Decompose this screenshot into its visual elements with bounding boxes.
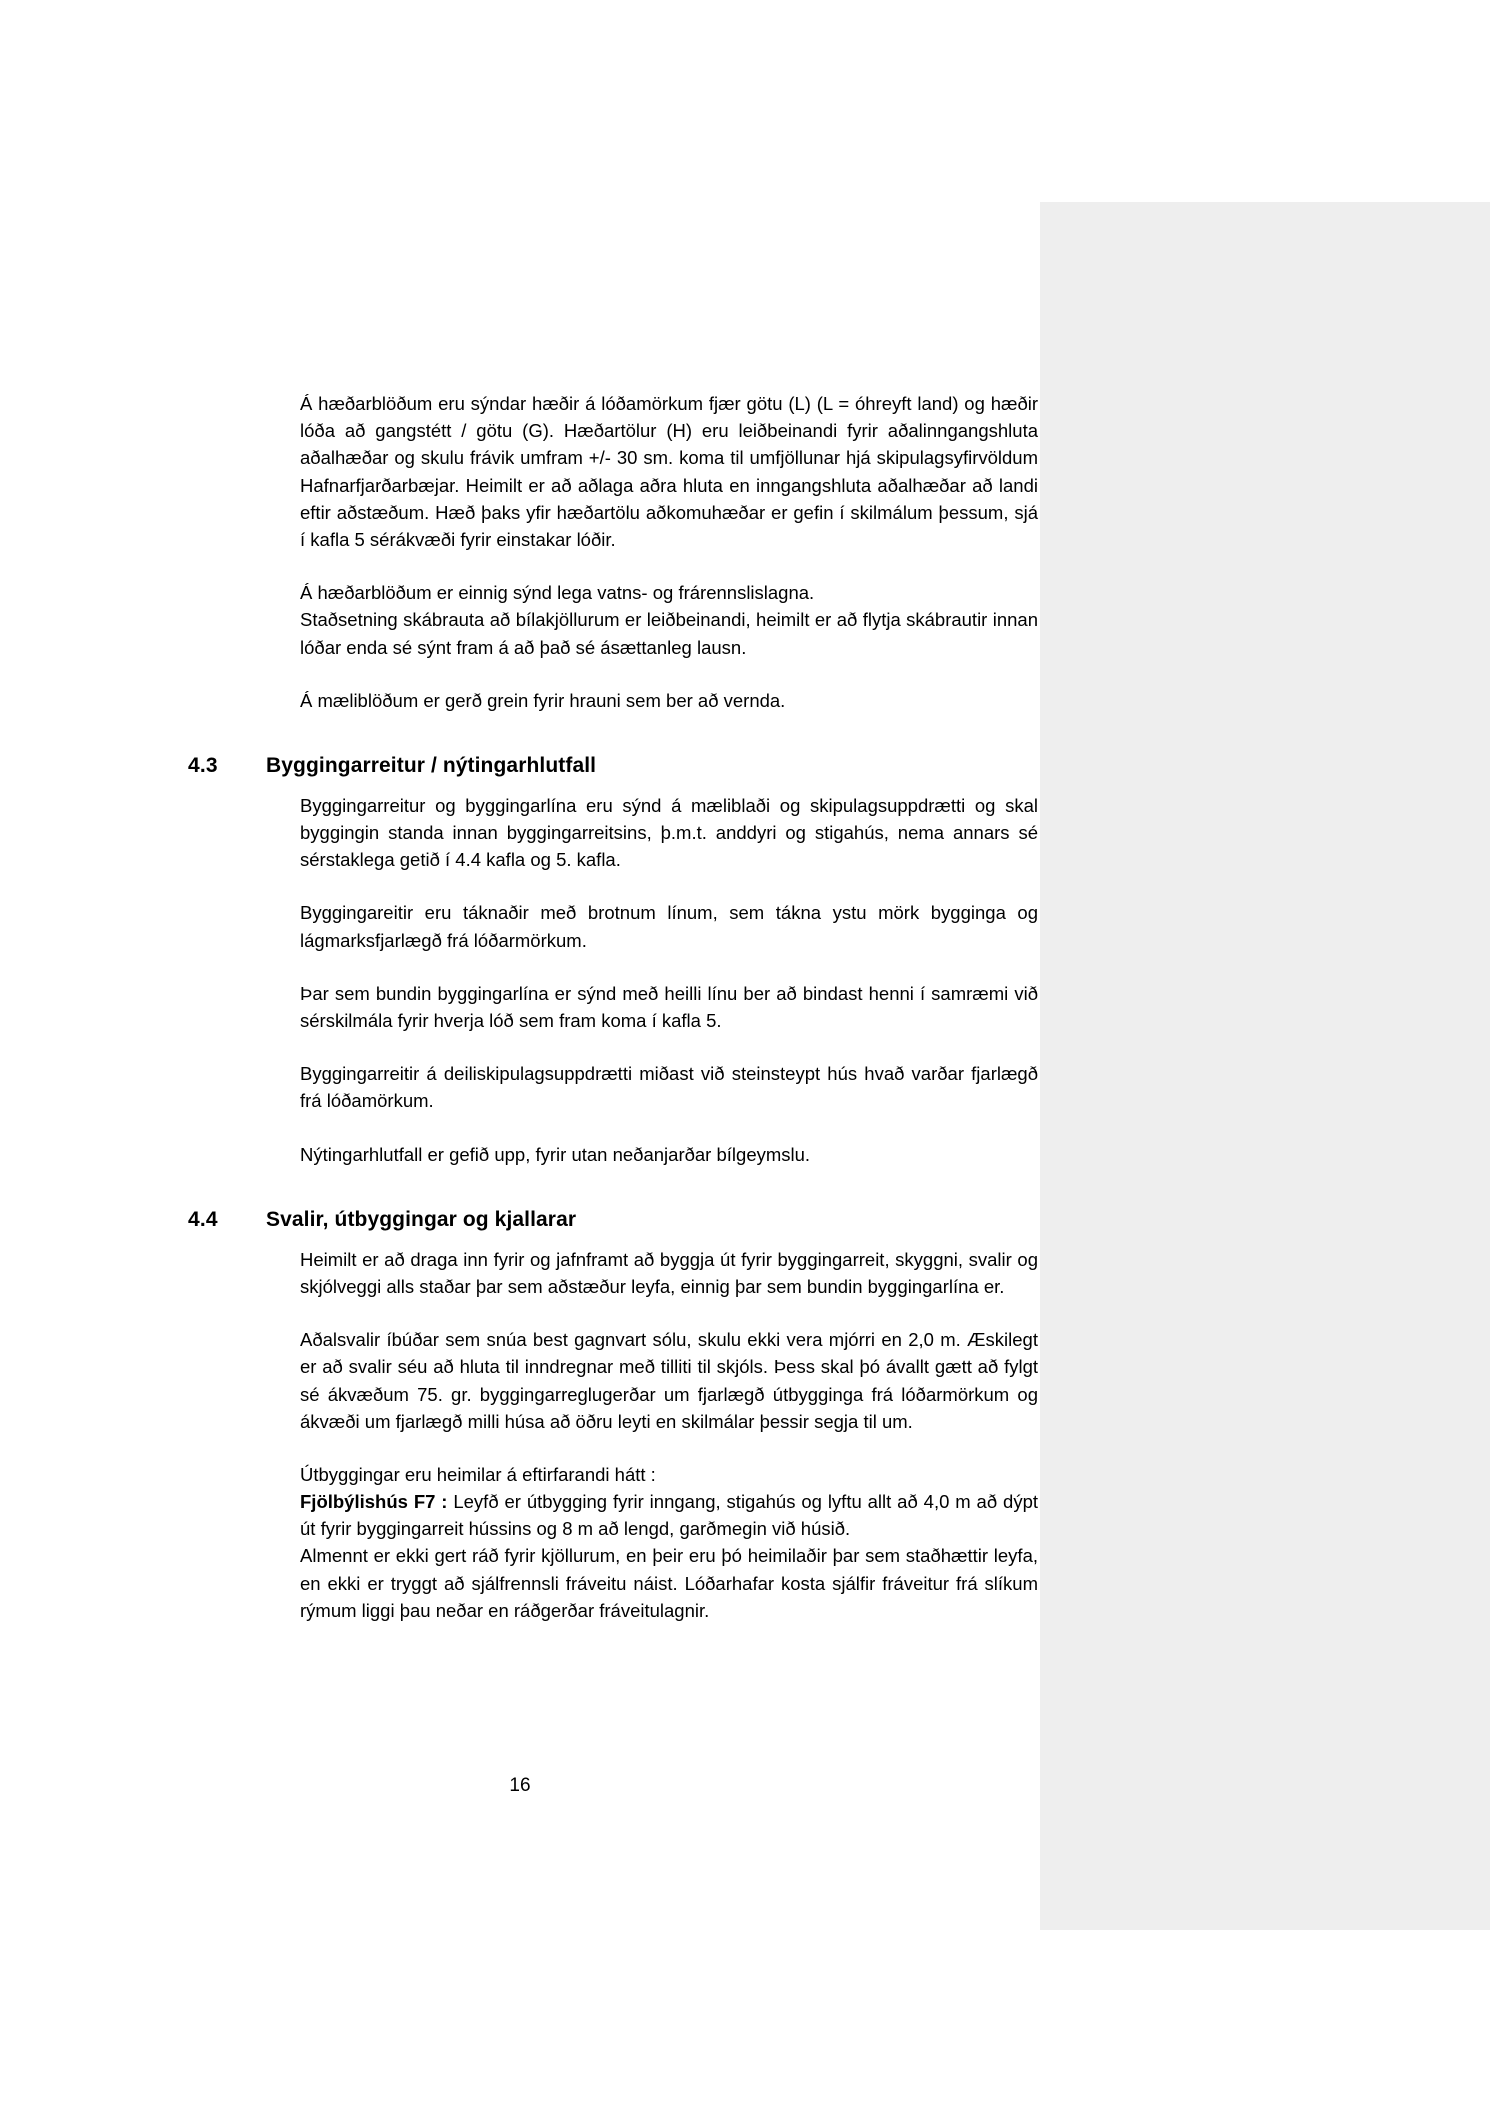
paragraph-intro-2-rest: Staðsetning skábrauta að bílakjöllurum er leiðbeinandi, heimilt er að flytja skábrautir innan lóðar enda sé sýnt fram á að það sé ásættanleg lausn. xyxy=(300,609,1038,658)
paragraph-4-3-1: Byggingarreitur og byggingarlína eru sýnd á mæliblaði og skipulagsuppdrætti og skal byggingin standa innan byggingarreitsins, þ.m.t. anddyri og stigahús, nema annars sé sérstaklega getið í 4.4 kafla og 5. kafla. xyxy=(300,794,1038,871)
outbuildings-lead-label: Fjölbýlishús F7 : xyxy=(300,1491,448,1513)
section-heading-4-4 xyxy=(188,1208,1038,1232)
paragraph-intro-2-line1: Á hæðarblöðum er einnig sýnd lega vatns- og frárennslislagna. xyxy=(300,582,815,604)
section-number-4-4: 4.4 xyxy=(188,1207,218,1231)
section-title-4-4: Svalir, útbyggingar og kjallarar xyxy=(266,1207,577,1231)
paragraph-4-4-outbuildings xyxy=(300,1461,1038,1624)
paragraph-4-4-1: Heimilt er að draga inn fyrir og jafnframt að byggja út fyrir byggingarreit, skyggni, svalir og skjólveggi alls staðar þar sem aðstæður leyfa, einnig þar sem bundin byggingarlína er. xyxy=(300,1248,1038,1297)
paragraph-4-3-2: Byggingareitir eru táknaðir með brotnum línum, sem tákna ystu mörk bygginga og lágmarksfjarlægð frá lóðarmörkum. xyxy=(300,902,1038,951)
section-body-4-4 xyxy=(300,1246,1038,1624)
section-title-4-3: Byggingarreitur / nýtingarhlutfall xyxy=(266,753,597,777)
outbuildings-tail: Almennt er ekki gert ráð fyrir kjöllurum, en þeir eru þó heimilaðir þar sem staðhættir leyfa, en ekki er tryggt að sjálfrennsli fráveitu náist. Lóðarhafar kosta sjálfir fráveitur frá slíkum rýmum liggi þau neðar en ráðgerðar fráveitulagnir. xyxy=(300,1545,1038,1621)
paragraph-intro-1: Á hæðarblöðum eru sýndar hæðir á lóðamörkum fjær götu (L) (L = óhreyft land) og hæðir lóða að gangstétt / götu (G). Hæðartölur (H) eru leiðbeinandi fyrir aðalinngangshluta aðalhæðar og skulu frávik umfram +/- 30 sm. koma til umfjöllunar hjá skipulagsyfirvöldum Hafnarfjarðarbæjar. Heimilt er að aðlaga aðra hluta en inngangshluta aðalhæðar að landi eftir aðstæðum. Hæð þaks yfir hæðartölu aðkomuhæðar er gefin í skilmálum þessum, sjá í kafla 5 sérákvæði fyrir einstakar lóðir. xyxy=(300,393,1038,550)
paragraph-intro-3: Á mæliblöðum er gerð grein fyrir hrauni sem ber að vernda. xyxy=(300,689,786,711)
paragraph-4-3-5: Nýtingarhlutfall er gefið upp, fyrir utan neðanjarðar bílgeymslu. xyxy=(300,1143,811,1165)
section-body-4-3 xyxy=(300,792,1038,1168)
outbuildings-lead-text: Leyfð er útbygging fyrir inngang, stigahús og lyftu allt að 4,0 m að dýpt út fyrir byggingarreit hússins og 8 m að lengd, garðmegin við húsið. xyxy=(300,1491,1038,1540)
paragraph-intro-2 xyxy=(300,579,1038,661)
section-number-4-3: 4.3 xyxy=(188,753,218,777)
paragraph-4-4-2: Aðalsvalir íbúðar sem snúa best gagnvart sólu, skulu ekki vera mjórri en 2,0 m. Æskilegt er að svalir séu að hluta til inndregnar með tilliti til skjóls. Þess skal þó ávallt gætt að fylgt sé ákvæðum 75. gr. byggingarreglugerðar um fjarlægð útbygginga frá lóðarmörkum og ákvæði um fjarlægð milli húsa að öðru leyti en skilmálar þessir segja til um. xyxy=(300,1329,1038,1432)
page-content xyxy=(188,390,1038,1624)
paragraph-4-3-4: Byggingarreitir á deiliskipulagsuppdrætti miðast við steinsteypt hús hvað varðar fjarlægð frá lóðamörkum. xyxy=(300,1063,1038,1112)
page-number: 16 xyxy=(509,1775,531,1796)
scan-shadow-band xyxy=(1040,202,1490,1930)
outbuildings-intro: Útbyggingar eru heimilar á eftirfarandi hátt : xyxy=(300,1463,656,1485)
section-heading-4-3 xyxy=(188,754,1038,778)
paragraph-4-3-3: Þar sem bundin byggingarlína er sýnd með heilli línu ber að bindast henni í samræmi við sérskilmála fyrir hverja lóð sem fram koma í kafla 5. xyxy=(300,982,1038,1031)
